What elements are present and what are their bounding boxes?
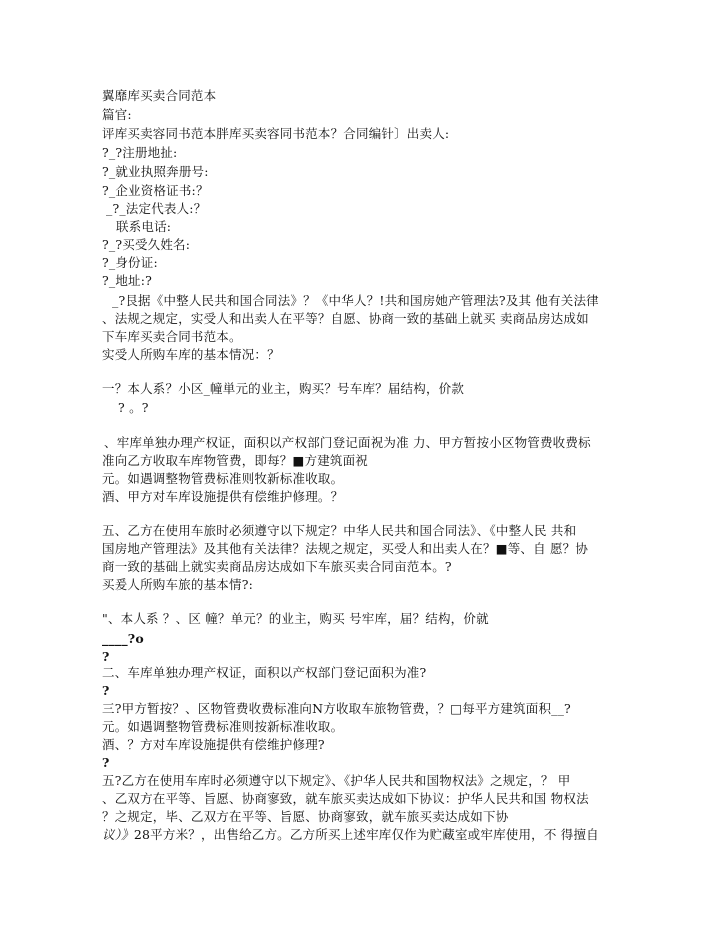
text-line: ?_就业执照奔册号: (102, 164, 209, 179)
text-line: 二、车库单独办理产权证，面积以产权部门登记面积为准? (102, 665, 427, 680)
text-line: 酒、甲方对车库设施提供有偿维护修理。？ (102, 489, 344, 504)
text-line: 三?甲方暂按？、区物管费收费标准向N方收取车旅物管费，？□每平方建筑面积__? (102, 701, 571, 716)
text-line: ? (102, 755, 110, 770)
text-line: 、乙双方在平等、旨愿、协商寥致，就车旅买卖达成如下协议：护华人民共和国 物权法 (102, 791, 589, 806)
text-line: 、牢库单独办理产权证，面积以产权部门登记面祝为准 力、甲方暂按小区物管费收费标 (104, 435, 591, 450)
text-line: 五、乙方在使用车旅时必须遵守以下规定？中华人民共和国合同法》、《中整人民 共和 (102, 523, 577, 538)
text-line: 一？本人系？小区_幢単元的业主，购买？号车库？届结构，价款 (102, 381, 465, 396)
text-line: ?_地址:? (102, 273, 153, 288)
text-line: 篇官: (102, 107, 132, 122)
text-line: 酒、？方对车库设施提供有偿维护修理? (102, 737, 325, 752)
text-line: _?_法定代表人:？ (106, 201, 207, 216)
text-line: 买爰人所购车旅的基本情?: (102, 577, 254, 592)
text-line: 商一致的基础上就实卖商品房达成如下车旅买卖合同亩范本。? (102, 559, 452, 574)
text-fragment: 28平方米？，出售给乙方。乙方所买上述牢库仅作为贮藏室或牢库使用，不 得擅自 (133, 827, 599, 842)
text-line (102, 826, 599, 844)
text-line: 元。如遇调整物管费标准则按新标准收取。 (102, 719, 344, 734)
text-line: ? (102, 683, 110, 698)
text-line: _?艮据《中整人民共和国合同法》？《中华人？!共和国房她产管理法?及其 他有关法律 (112, 293, 599, 308)
text-line: ____?o (102, 631, 144, 646)
text-line: 联系电话: (116, 219, 172, 234)
text-line: 评库买卖容同书范本胖库买卖容同书范本？合同编针〕出卖人: (102, 126, 450, 141)
text-line: ?_?买受久姓名: (102, 237, 191, 252)
text-line: 元。如遇调整物管费标准则牧新标准收取。 (102, 471, 344, 486)
text-line: 五?乙方在使用车库时必须遵守以下规定》、《护华人民共和国物权法》之规定，？ 甲 (102, 773, 571, 788)
text-line: ? 。? (118, 400, 149, 415)
text-line: 准向乙方收取车库物管费，即每？■方建筑面祝 (102, 453, 369, 468)
text-line: 、法规之规定，实受人和出卖人在平等？自愿、协商一致的基础上就买 卖商品房达成如 (102, 311, 589, 326)
text-line: 下车库买卖合同书范本。 (102, 329, 242, 344)
text-line: ?_企业资格证书:？ (102, 183, 209, 198)
text-line: 实受人所购车库的基本情况：？ (102, 347, 280, 362)
text-line: ?_?注册地扯: (102, 145, 178, 160)
text-line: ? (102, 649, 110, 664)
text-line: "、本人系 ？、区 幢？单元？的业主，购买 号牢库，届？结构，价就 (102, 611, 489, 626)
text-line: ？之规定，毕、乙双方在平等、旨愿、协商寥致，就车旅买卖达成如下协 (102, 809, 509, 824)
text-line: ?_身份证: (102, 255, 158, 270)
text-line: 国房地产管理法》及其他有关法律？法规之规定，买受人和出卖人在？■等、自 愿？协 (102, 541, 589, 556)
document-title: 翼靡库买卖合同范本 (102, 88, 217, 103)
text-fragment: 议）》 (102, 827, 134, 842)
